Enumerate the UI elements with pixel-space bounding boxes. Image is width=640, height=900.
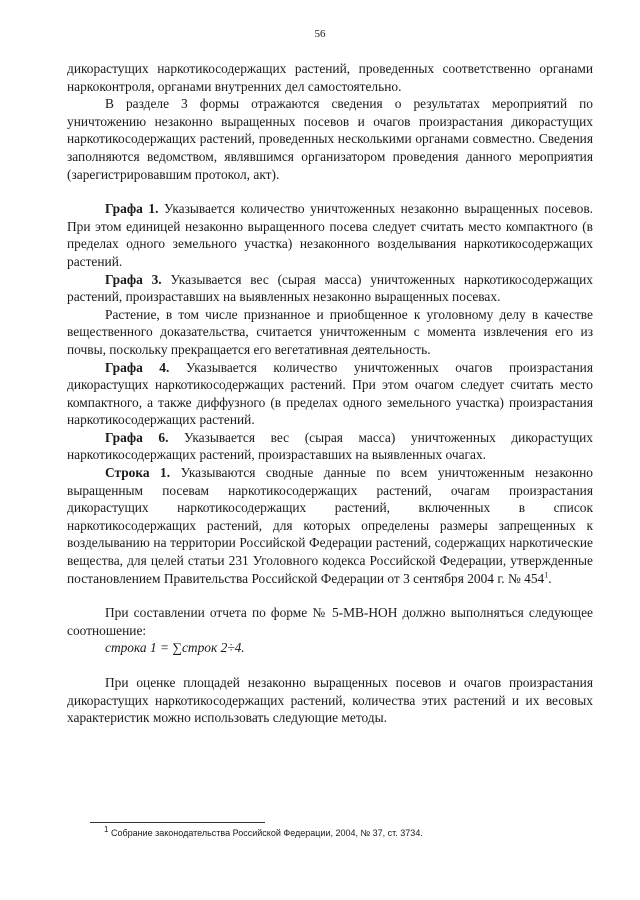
spacer <box>67 657 593 674</box>
row-1-tail: . <box>548 570 552 586</box>
column-1-text: Указывается количество уничтоженных незаконно выращенных посевов. При этом единицей незаконно выращенного посева следует считать место компактного (в пределах одного земельного участка) незаконного возделывания наркотикосодержащих растений. <box>67 201 593 269</box>
column-4-text: Указывается количество уничтоженных очагов произрастания дикорастущих наркотикосодержащих растений. При этом очагом следует считать место компактного, а также диффузного (в пределах одного земельного участка) произрастания наркотикосодержащих растений. <box>67 359 593 428</box>
column-3-text: Указывается вес (сырая масса) уничтоженных наркотикосодержащих растений, произраставших на выявленных незаконно выращенных посевах. <box>67 271 593 305</box>
footnote-reference[interactable]: 1 <box>544 570 549 580</box>
footnote <box>104 825 423 838</box>
footnote-mark: 1 <box>104 825 109 834</box>
footnote-divider <box>90 822 265 823</box>
paragraph-column-6 <box>67 429 593 464</box>
paragraph-methods: При оценке площадей незаконно выращенных посевов и очагов произрастания дикорастущих наркотикосодержащих растений, количества этих растений и их весовых характеристик можно использовать следующие методы. <box>67 675 593 726</box>
column-6-lead: Графа 6. <box>105 429 169 445</box>
paragraph-continuation: дикорастущих наркотикосодержащих растений, проведенных соответственно органами наркоконтроля, органами внутренних дел самостоятельно. <box>67 61 593 94</box>
paragraph-column-4 <box>67 359 593 429</box>
column-4-lead: Графа 4. <box>105 359 170 375</box>
paragraph-report-ratio: При составлении отчета по форме № 5-МВ-НОН должно выполняться следующее соотношение: <box>67 605 593 638</box>
paragraph-column-3 <box>67 271 593 306</box>
paragraph-section-3: В разделе 3 формы отражаются сведения о результатах мероприятий по уничтожению незаконно выращенных посевов и очагов произрастания дикорастущих наркотикосодержащих растений, проведенных несколькими органами совместно. Сведения заполняются ведомством, являвшимся организатором проведения данного мероприятия (зарегистрировавшим протокол, акт). <box>67 96 593 182</box>
column-1-lead: Графа 1. <box>105 201 159 217</box>
formula: строка 1 = ∑строк 2÷4. <box>105 640 245 656</box>
paragraph-column-1 <box>67 200 593 270</box>
column-3-lead: Графа 3. <box>105 271 162 287</box>
paragraph-plant-destroyed: Растение, в том числе признанное и приобщенное к уголовному делу в качестве вещественного доказательства, считается уничтоженным с момента извлечения его из почвы, поскольку прекращается его вегетативная деятельность. <box>67 306 593 357</box>
document-body <box>67 60 593 727</box>
paragraph-row-1 <box>67 464 593 587</box>
page-number: 56 <box>314 28 326 40</box>
column-6-text: Указывается вес (сырая масса) уничтоженных дикорастущих наркотикосодержащих растений, произраставших на выявленных очагах. <box>67 429 593 463</box>
footnote-text: Собрание законодательства Российской Федерации, 2004, № 37, ст. 3734. <box>108 828 423 838</box>
row-1-text: Указываются сводные данные по всем уничтоженным незаконно выращенным посевам наркотикосодержащих растений, очагам произрастания дикорастущих наркотикосодержащих растений, включенных в список наркотикосодержащих растений, для которых определены размеры запрещенных к возделыванию на территории Российской Федерации растений, содержащих наркотические вещества, для целей статьи 231 Уголовного кодекса Российской Федерации, утвержденные постановлением Правительства Российской Федерации от 3 сентября 2004 г. № 454 <box>67 465 593 586</box>
spacer <box>67 587 593 604</box>
row-1-lead: Строка 1. <box>105 465 171 481</box>
spacer <box>67 183 593 200</box>
